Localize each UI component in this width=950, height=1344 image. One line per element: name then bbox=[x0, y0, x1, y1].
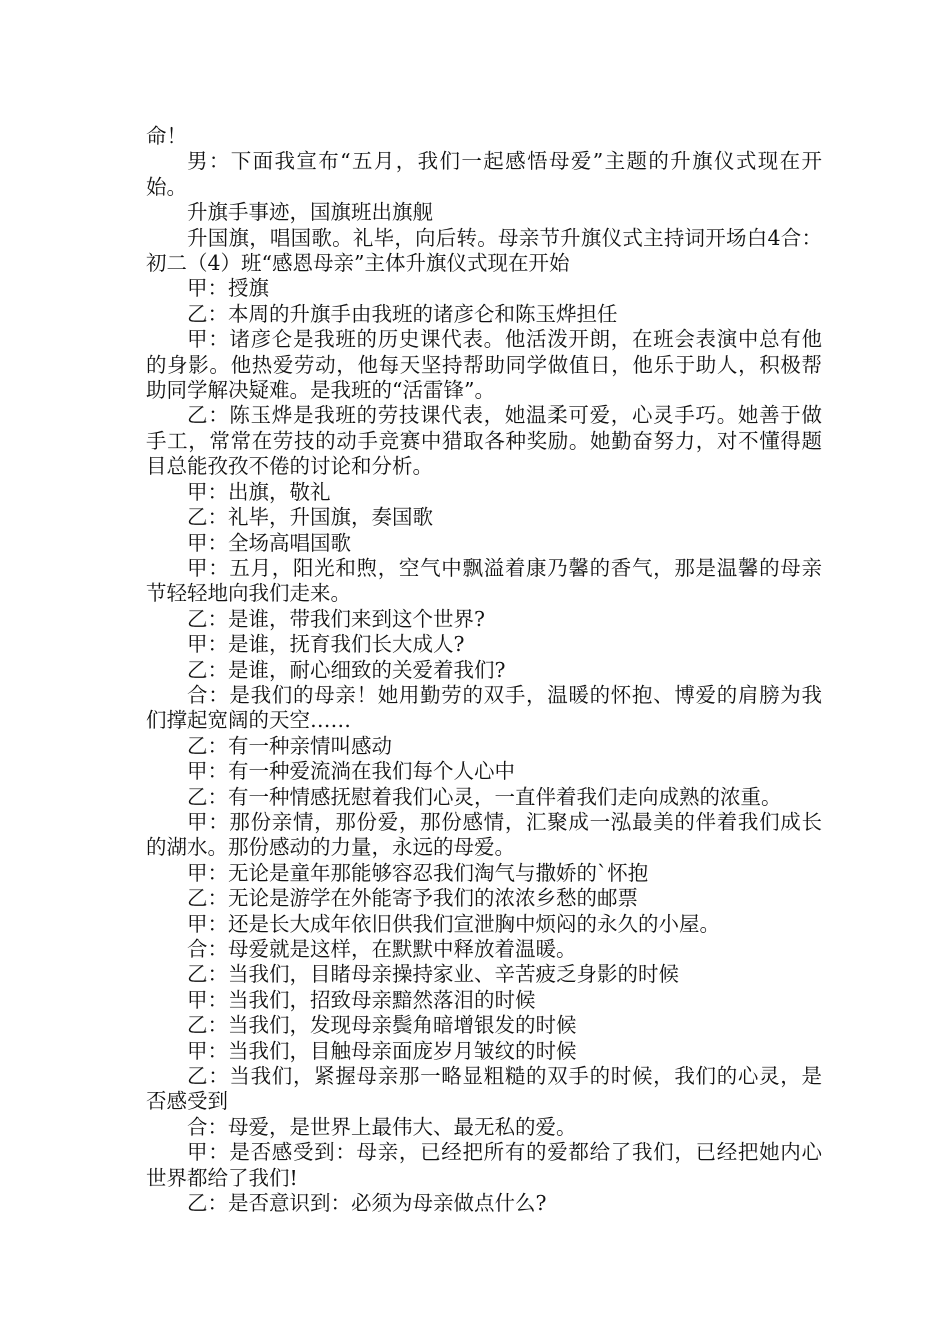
paragraph: 乙：是谁，耐心细致的关爱着我们? bbox=[187, 657, 506, 682]
paragraph: 乙：无论是游学在外能寄予我们的浓浓乡愁的邮票 bbox=[187, 886, 638, 911]
paragraph: 乙：有一种情感抚慰着我们心灵，一直伴着我们走向成熟的浓重。 bbox=[187, 784, 782, 809]
paragraph: 乙：本周的升旗手由我班的诸彦仑和陈玉烨担任 bbox=[187, 301, 618, 326]
paragraph: 甲：是否感受到：母亲，已经把所有的爱都给了我们，已经把她内心世界都给了我们! bbox=[146, 1140, 822, 1190]
document-body bbox=[146, 124, 822, 1216]
paragraph: 甲：无论是童年那能够容忍我们淘气与撒娇的`怀抱 bbox=[187, 860, 649, 885]
paragraph: 乙：是否意识到：必须为母亲做点什么? bbox=[187, 1191, 547, 1216]
paragraph: 合：母爱就是这样，在默默中释放着温暖。 bbox=[187, 937, 577, 961]
paragraph: 甲：有一种爱流淌在我们每个人心中 bbox=[187, 759, 515, 784]
paragraph: 合：母爱，是世界上最伟大、最无私的爱。 bbox=[187, 1114, 577, 1139]
paragraph: 乙：当我们，发现母亲鬓角暗增银发的时候 bbox=[187, 1013, 577, 1038]
paragraph: 乙：当我们，目睹母亲操持家业、辛苦疲乏身影的时候 bbox=[187, 962, 679, 987]
paragraph: 乙：是谁，带我们来到这个世界? bbox=[187, 606, 485, 631]
paragraph: 甲：授旗 bbox=[187, 276, 269, 301]
paragraph: 甲：五月，阳光和煦，空气中飘溢着康乃馨的香气，那是温馨的母亲节轻轻地向我们走来。 bbox=[146, 555, 822, 606]
paragraph: 甲：诸彦仑是我班的历史课代表。他活泼开朗，在班会表演中总有他的身影。他热爱劳动，他每天坚持帮助同学做值日，他乐于助人，积极帮助同学解决疑难。是我班的“活雷锋”。 bbox=[146, 327, 822, 403]
paragraph: 甲：全场高唱国歌 bbox=[187, 530, 351, 555]
paragraph: 乙：礼毕，升国旗，奏国歌 bbox=[187, 505, 433, 530]
paragraph: 甲：出旗，敬礼 bbox=[187, 479, 331, 504]
paragraph: 甲：那份亲情，那份爱，那份感情，汇聚成一泓最美的伴着我们成长的湖水。那份感动的力量，永远的母爱。 bbox=[146, 809, 822, 860]
paragraph: 升国旗，唱国歌。礼毕，向后转。母亲节升旗仪式主持词开场白4合：初二（4）班“感恩母亲”主体升旗仪式现在开始 bbox=[146, 225, 822, 276]
paragraph: 男：下面我宣布“五月，我们一起感悟母爱”主题的升旗仪式现在开始。 bbox=[146, 149, 822, 199]
paragraph: 乙：有一种亲情叫感动 bbox=[187, 733, 392, 758]
continued-line: 命！ bbox=[146, 124, 187, 148]
paragraph: 甲：还是长大成年依旧供我们宣泄胸中烦闷的永久的小屋。 bbox=[187, 911, 720, 936]
paragraph: 甲：当我们，目触母亲面庞岁月皱纹的时候 bbox=[187, 1038, 577, 1063]
paragraph: 合：是我们的母亲！她用勤劳的双手，温暖的怀抱、博爱的肩膀为我们撑起宽阔的天空…… bbox=[146, 682, 822, 733]
paragraph: 甲：是谁，抚育我们长大成人? bbox=[187, 632, 465, 657]
paragraph: 甲：当我们，招致母亲黯然落泪的时候 bbox=[187, 987, 536, 1012]
paragraph: 乙：当我们，紧握母亲那一略显粗糙的双手的时候，我们的心灵，是否感受到 bbox=[146, 1064, 822, 1114]
paragraph: 升旗手事迹，国旗班出旗舰 bbox=[187, 200, 433, 225]
paragraph: 乙：陈玉烨是我班的劳技课代表，她温柔可爱，心灵手巧。她善于做手工，常常在劳技的动手竞赛中猎取各种奖励。她勤奋努力，对不懂得题目总能孜孜不倦的讨论和分析。 bbox=[146, 403, 822, 479]
